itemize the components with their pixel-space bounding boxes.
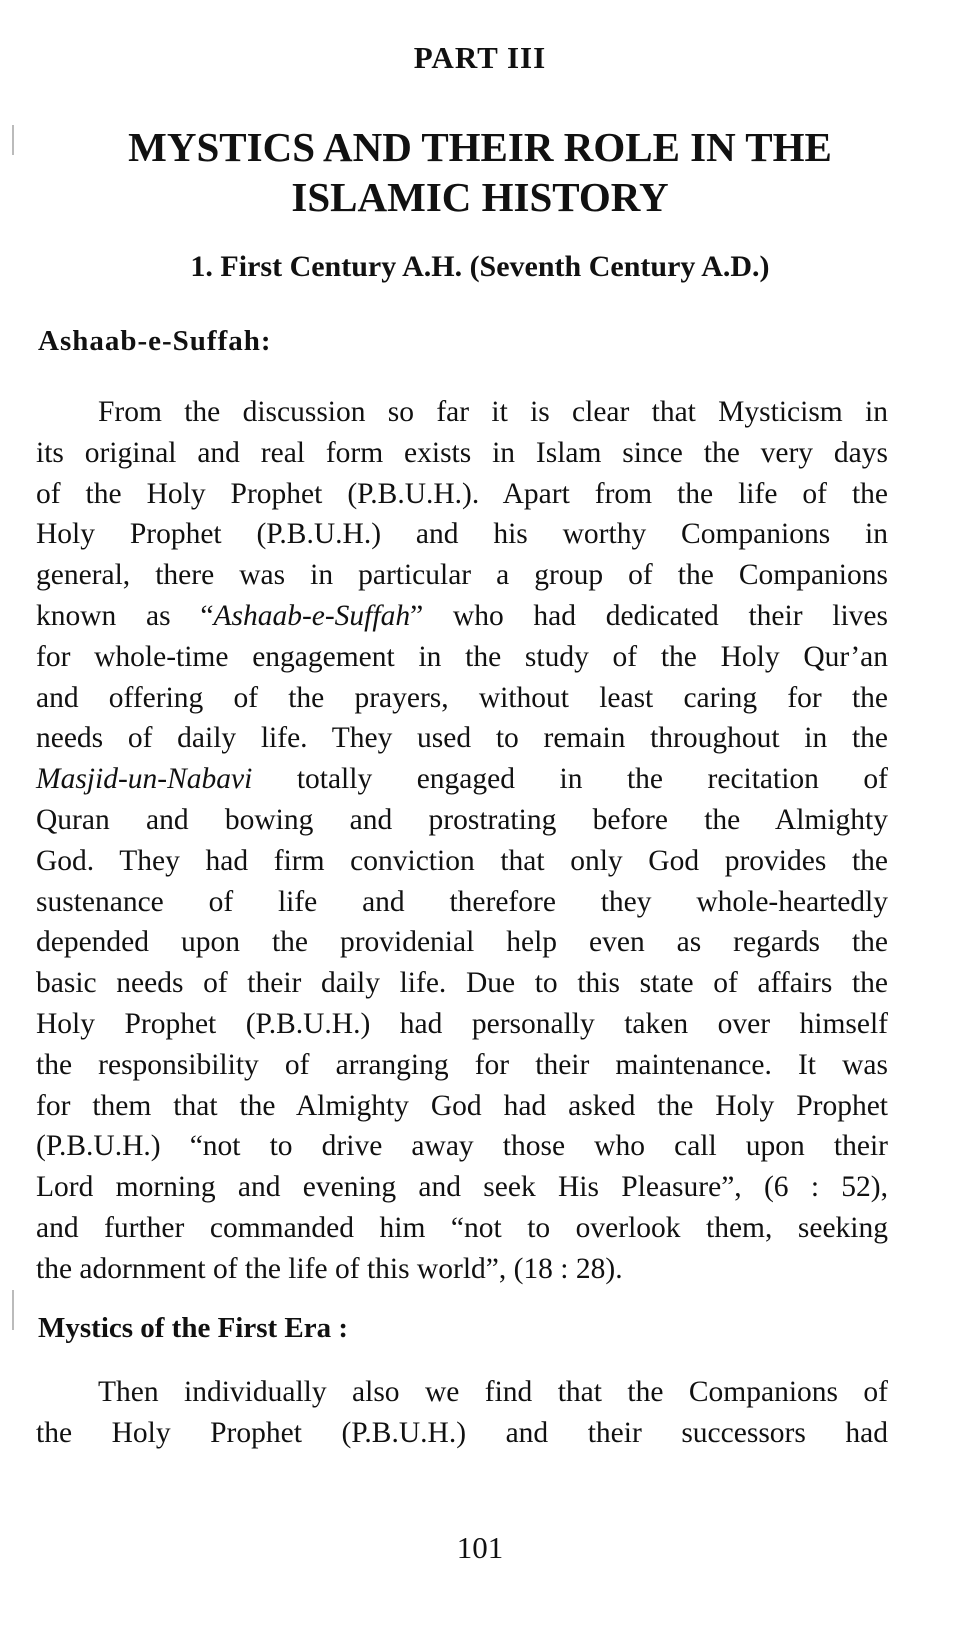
- text-line: the adornment of the life of this world”, (18 : 28).: [36, 1252, 623, 1285]
- text-line: [36, 759, 888, 800]
- text-line: depended upon the providenial help even as regards the: [36, 926, 888, 959]
- text-line: From the discussion so far it is clear that Mysticism in: [98, 396, 888, 428]
- text-line: [36, 596, 888, 637]
- text-line: of the Holy Prophet (P.B.U.H.). Apart from the life of the: [36, 477, 888, 510]
- text-line: for whole-time engagement in the study of the Holy Qur’an: [36, 640, 888, 673]
- text-line: Lord morning and evening and seek His Pleasure”, (6 : 52),: [36, 1171, 888, 1204]
- text-line: God. They had firm conviction that only God provides the: [36, 844, 888, 877]
- text-line: needs of daily life. They used to remain throughout in the: [36, 722, 888, 755]
- text-line: for them that the Almighty God had asked the Holy Prophet: [36, 1089, 888, 1122]
- subsection-heading: Ashaab-e-Suffah:: [38, 325, 272, 357]
- text-line: Holy Prophet (P.B.U.H.) and his worthy Companions in: [36, 518, 888, 551]
- italic-term: Masjid-un-Nabavi: [36, 763, 253, 796]
- text-line: the responsibility of arranging for their maintenance. It was: [36, 1048, 888, 1081]
- section-heading: 1. First Century A.H. (Seventh Century A.D.): [190, 250, 770, 283]
- page-number: 101: [456, 1530, 504, 1565]
- text-line: Then individually also we find that the Companions of: [98, 1376, 888, 1408]
- scan-edge-mark: [12, 1290, 14, 1330]
- text-line: sustenance of life and therefore they whole-heartedly: [36, 885, 888, 918]
- paragraph: [36, 1372, 888, 1454]
- text-segment: totally engaged in the recitation of: [252, 763, 888, 796]
- italic-term: Ashaab-e-Suffah: [213, 599, 411, 632]
- text-line: its original and real form exists in Islam since the very days: [36, 436, 888, 469]
- part-label: PART III: [413, 40, 547, 75]
- chapter-title-line: ISLAMIC HISTORY: [291, 174, 669, 220]
- text-line: general, there was in particular a group of the Companions: [36, 559, 888, 592]
- paragraph: [36, 392, 888, 1290]
- text-line: Quran and bowing and prostrating before the Almighty: [36, 803, 888, 836]
- text-line: the Holy Prophet (P.B.U.H.) and their successors had: [36, 1416, 888, 1449]
- text-line: basic needs of their daily life. Due to this state of affairs the: [36, 967, 888, 1000]
- text-line: and offering of the prayers, without least caring for the: [36, 681, 888, 714]
- text-segment: ” who had dedicated their lives: [410, 599, 888, 632]
- scan-edge-mark: [12, 125, 14, 155]
- text-segment: known as “: [36, 599, 214, 632]
- chapter-title-line: MYSTICS AND THEIR ROLE IN THE: [128, 124, 832, 170]
- text-line: and further commanded him “not to overlook them, seeking: [36, 1211, 888, 1244]
- subsection-heading: Mystics of the First Era :: [38, 1312, 349, 1344]
- chapter-title: [60, 122, 900, 222]
- text-line: (P.B.U.H.) “not to drive away those who call upon their: [36, 1130, 888, 1163]
- text-line: Holy Prophet (P.B.U.H.) had personally taken over himself: [36, 1007, 888, 1040]
